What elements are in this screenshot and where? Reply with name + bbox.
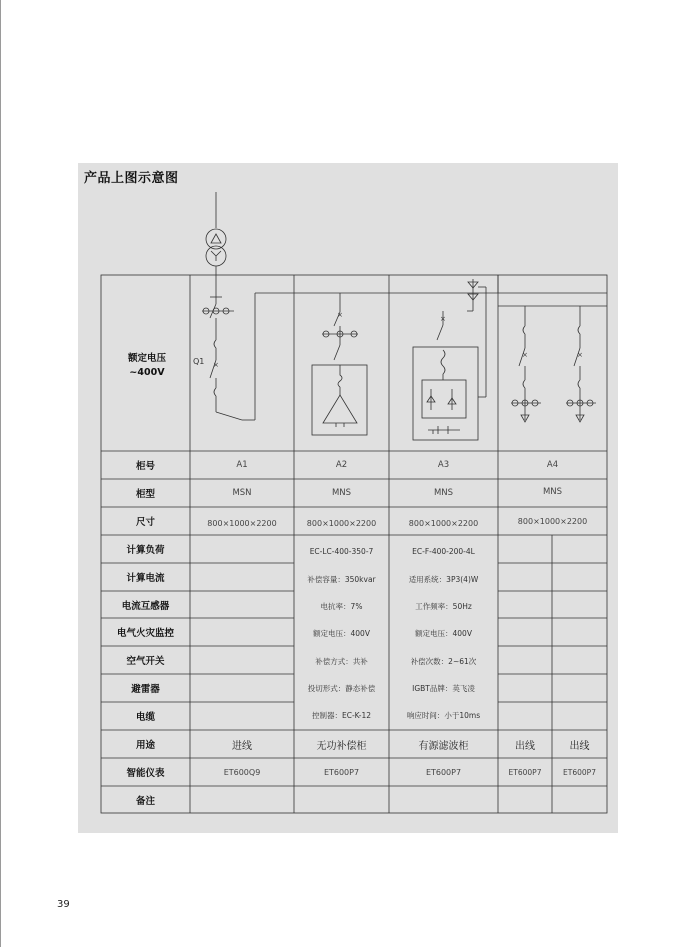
cell-a1-type: MSN <box>232 488 252 498</box>
cell-a3-use: 有源滤波柜 <box>418 740 469 752</box>
row-label-ct: 电流互感器 <box>121 600 170 612</box>
row-label-cabinet-no: 柜号 <box>135 461 155 472</box>
row-label-meter: 智能仪表 <box>126 768 165 779</box>
cell-a2-meter: ET600P7 <box>323 767 360 777</box>
cell-a1-meter: ET600Q9 <box>223 767 261 777</box>
cell-a3-spec-igbt: IGBT品牌：英飞凌 <box>412 683 475 693</box>
page-title: 产品上图示意图 <box>84 171 179 186</box>
cell-a2-spec-controller: 控制器：EC-K-12 <box>311 710 372 720</box>
row-label-cabinet-type: 柜型 <box>135 489 155 500</box>
cell-a3-spec-harmonics: 补偿次数：2~61次 <box>410 656 477 666</box>
row-label-calc-load: 计算负荷 <box>126 545 165 556</box>
row-label-fire-monitor: 电气火灾监控 <box>116 628 174 639</box>
cell-a4-meter-left: ET600P7 <box>508 767 542 777</box>
page-number: 39 <box>57 899 70 910</box>
cell-a1-size: 800×1000×2200 <box>207 518 277 528</box>
cell-a4-use-left: 出线 <box>515 740 535 752</box>
row-label-air-switch: 空气开关 <box>126 656 165 667</box>
cell-a3-spec-frequency: 工作频率：50Hz <box>415 601 472 611</box>
rated-voltage-label: 额定电压 <box>127 353 166 364</box>
svg-text:×: × <box>337 311 343 319</box>
row-label-use: 用途 <box>135 740 155 751</box>
cell-a1-no: A1 <box>236 460 248 470</box>
cell-a3-spec-response: 响应时间：小于10ms <box>406 710 481 720</box>
cell-a2-spec-model: EC-LC-400-350-7 <box>309 546 374 556</box>
cell-a3-spec-system: 适用系统：3P3(4)W <box>408 574 479 584</box>
cell-a2-spec-voltage: 额定电压：400V <box>313 628 370 638</box>
cell-a3-spec-voltage: 额定电压：400V <box>415 628 472 638</box>
row-label-cable: 电缆 <box>135 712 155 723</box>
row-label-arrester: 避雷器 <box>131 684 160 695</box>
cell-a2-no: A2 <box>335 460 348 470</box>
svg-text:×: × <box>440 315 446 323</box>
cell-a2-spec-reactance: 电抗率：7% <box>320 601 363 611</box>
cell-a3-meter: ET600P7 <box>425 767 462 777</box>
row-label-calc-current: 计算电流 <box>126 573 165 584</box>
svg-text:×: × <box>577 351 583 359</box>
cell-a4-type: MNS <box>542 487 563 497</box>
rated-voltage <box>104 352 190 380</box>
cell-a2-size: 800×1000×2200 <box>306 518 377 528</box>
cell-a2-type: MNS <box>331 488 352 498</box>
cell-a1-use: 进线 <box>232 740 252 752</box>
svg-text:×: × <box>522 351 528 359</box>
cell-a3-size: 800×1000×2200 <box>408 518 479 528</box>
cell-a2-spec-switching: 投切形式：静态补偿 <box>307 683 376 693</box>
cell-a3-no: A3 <box>437 460 450 470</box>
cell-a3-type: MNS <box>433 488 454 498</box>
cell-a2-use: 无功补偿柜 <box>316 740 367 752</box>
cell-a3-spec-model: EC-F-400-200-4L <box>412 546 475 556</box>
row-label-remarks: 备注 <box>135 795 155 807</box>
rated-voltage-value: ~400V <box>129 367 165 378</box>
cell-a4-no: A4 <box>546 460 559 470</box>
row-label-size: 尺寸 <box>135 517 155 528</box>
cell-a4-size: 800×1000×2200 <box>517 516 588 526</box>
cell-a2-spec-capacity: 补偿容量：350kvar <box>307 574 376 584</box>
cell-a2-spec-mode: 补偿方式：共补 <box>315 656 368 666</box>
cell-a4-meter-right: ET600P7 <box>563 767 596 777</box>
svg-text:×: × <box>213 361 219 369</box>
breaker-label-q1: Q1 <box>193 357 205 366</box>
cell-a4-use-right: 出线 <box>569 740 590 752</box>
